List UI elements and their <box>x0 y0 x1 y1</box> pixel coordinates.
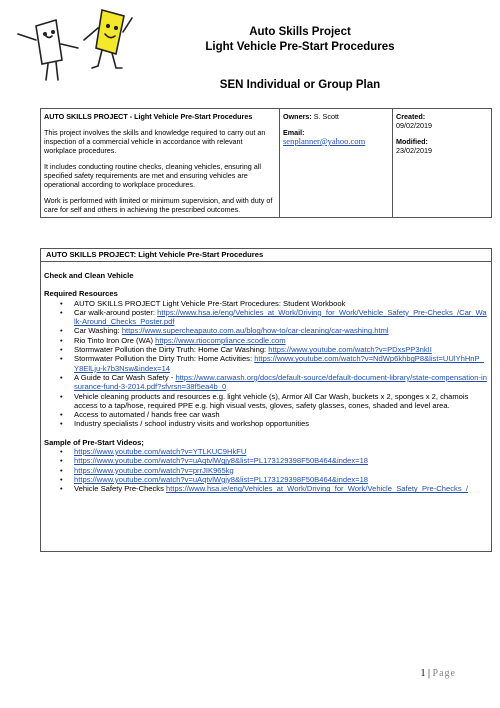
created-value: 09/02/2019 <box>396 121 432 130</box>
plan-title: SEN Individual or Group Plan <box>219 79 381 91</box>
list-item <box>74 484 488 493</box>
project-description-cell <box>41 109 280 218</box>
dates-cell <box>393 109 492 218</box>
list-item <box>74 410 488 419</box>
resource-link[interactable]: https://www.youtube.com/watch?v=PDxsPP3nkII <box>268 345 432 355</box>
list-item <box>74 475 488 484</box>
list-item <box>74 373 488 392</box>
item-text: Access to automated / hands free car wash <box>74 410 220 420</box>
resource-link[interactable]: https://www.youtube.com/watch?v=uAqtvlWgjy8&list=PL173129398F50B464&index=18 <box>74 456 369 466</box>
resource-link[interactable]: https://www.hsa.ie/eng/Vehicles_at_Work/Driving_for_Work/Vehicle_Safety_Pre-Checks_/ <box>166 484 468 494</box>
item-text: Industry specialists / school industry visits and workshop opportunities <box>74 419 310 429</box>
list-item <box>74 456 488 465</box>
item-text: Stormwater Pollution the Dirty Truth: Home Activities: <box>74 354 255 364</box>
resource-link[interactable]: https://www.youtube.com/watch?v=prrJIK965kg <box>74 465 234 475</box>
list-item <box>74 326 488 335</box>
list-item <box>74 354 488 373</box>
page-number: 1 <box>420 668 426 679</box>
document-title: Auto Skills Project <box>249 26 351 38</box>
list-item <box>74 308 488 327</box>
item-text: Stormwater Pollution the Dirty Truth: Home Car Washing: <box>74 345 269 355</box>
resources-section <box>40 248 492 552</box>
item-text: Car walk-around poster: <box>74 307 158 317</box>
project-info-table <box>40 108 492 218</box>
resource-link[interactable]: https://www.rtiocompliance.scodle.com <box>155 335 286 345</box>
resources-list <box>44 299 488 429</box>
page-label: Page <box>432 668 456 679</box>
item-text: Vehicle cleaning products and resources e.g. light vehicle (s), Armor All Car Wash, buckets x 2, sponges x 2, chamois access to a tap/hose, required PPE e.g. high visual vests, gloves, safety glasses, cones, shaded and level area. <box>74 391 469 410</box>
resource-link[interactable]: https://www.youtube.com/watch?v=NdWp6khbgP8&list=UUlYhHnP_Y8ElLju-k7b3Nsw&index=14 <box>74 354 484 373</box>
list-item <box>74 466 488 475</box>
page-footer <box>421 668 456 679</box>
auto-skills-logo <box>12 4 134 84</box>
created-label: Created: <box>396 112 426 121</box>
list-item <box>74 336 488 345</box>
email-label: Email: <box>283 128 305 137</box>
item-text: Vehicle Safety Pre-Checks <box>74 484 167 494</box>
project-paragraph: This project involves the skills and knowledge required to carry out an inspection of a commercial vehicle in accordance with relevant workplace procedures. <box>44 128 266 155</box>
resource-link[interactable]: https://www.hsa.ie/eng/Vehicles_at_Work/Driving_for_Work/Vehicle_Safety_Pre-Checks_/Car_Walk-Around_Checks_Poster.pdf <box>74 307 487 327</box>
section-heading: AUTO SKILLS PROJECT: Light Vehicle Pre-Start Procedures <box>41 249 491 262</box>
list-item <box>74 345 488 354</box>
list-item <box>74 299 488 308</box>
modified-value: 23/02/2019 <box>396 146 432 155</box>
modified-label: Modified: <box>396 137 428 146</box>
sub-heading: Check and Clean Vehicle <box>44 271 134 280</box>
resources-heading: Required Resources <box>44 289 118 299</box>
document-subtitle: Light Vehicle Pre-Start Procedures <box>205 41 395 53</box>
owners-label: Owners: <box>283 112 312 121</box>
item-text: A Guide to Car Wash Safety - <box>74 372 176 382</box>
owners-value: S. Scott <box>313 112 339 121</box>
list-item <box>74 447 488 456</box>
email-link[interactable]: senplanner@yahoo.com <box>283 136 366 146</box>
resource-link[interactable]: https://www.youtube.com/watch?v=uAqtvlWgjy8&list=PL173129398F50B464&index=18 <box>74 474 369 484</box>
project-paragraph: Work is performed with limited or minimum supervision, and with duty of care for self and others in achieving the prescribed outcomes. <box>44 196 273 214</box>
project-title: AUTO SKILLS PROJECT - Light Vehicle Pre-Start Procedures <box>44 112 253 121</box>
resource-link[interactable]: https://www.carwash.org/docs/default-source/default-document-library/state-compensation-insurance-fund-3-2014.pdf?sfvrsn=38f5ea4b_0 <box>74 372 487 392</box>
item-text: AUTO SKILLS PROJECT Light Vehicle Pre-Start Procedures: Student Workbook <box>74 298 346 308</box>
videos-heading: Sample of Pre-Start Videos; <box>44 437 144 447</box>
owners-cell <box>280 109 393 218</box>
resource-link[interactable]: https://www.supercheapauto.com.au/blog/how-to/car-cleaning/car-washing.html <box>121 326 389 336</box>
videos-list <box>44 447 488 493</box>
item-text: Car Washing: <box>74 326 122 336</box>
resource-link[interactable]: https://www.youtube.com/watch?v=YTLKUC9HkFU <box>74 447 247 457</box>
item-text: Rio Tinto Iron Ore (WA) <box>74 335 156 345</box>
list-item <box>74 392 488 411</box>
page-separator: | <box>428 668 431 679</box>
list-item <box>74 419 488 428</box>
project-paragraph: It includes conducting routine checks, cleaning vehicles, ensuring all specified safety requirements are met and ensuring vehicles are operational according to workplace procedures. <box>44 162 261 189</box>
